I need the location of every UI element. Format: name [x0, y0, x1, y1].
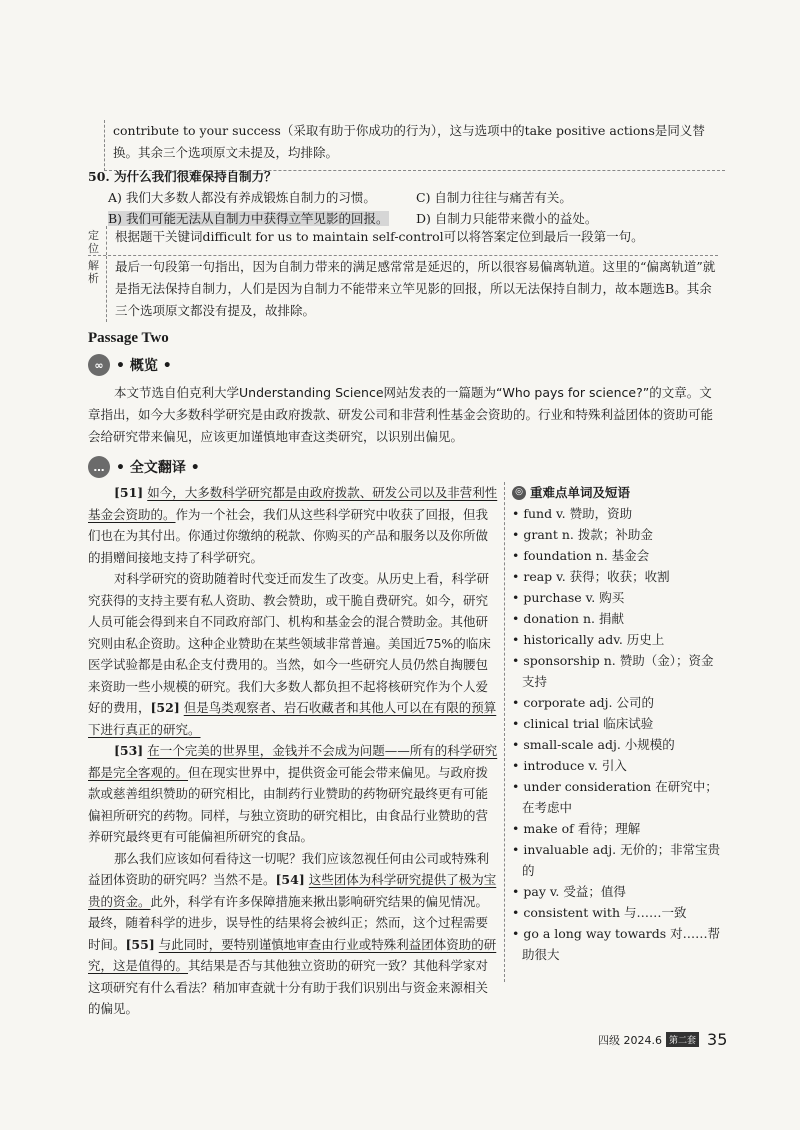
previous-answer-explanation: [104, 120, 725, 171]
option-c: C) 自制力往往与痛苦有关。: [416, 190, 572, 205]
translation-heading-text: • 全文翻译 •: [116, 460, 200, 476]
vocab-item: • clinical trial 临床试验: [512, 713, 722, 734]
analysis-tag: 解析: [88, 259, 99, 285]
vocab-item: • fund v. 赞助，资助: [512, 503, 722, 524]
translation-heading: [88, 456, 200, 478]
vocabulary-panel: [512, 482, 722, 965]
question-50: [88, 166, 718, 229]
column-divider: [504, 482, 505, 982]
speech-bubble-icon: …: [88, 456, 110, 478]
option-d: D) 自制力只能带来微小的益处。: [416, 211, 598, 226]
vocab-item: • grant n. 拨款；补助金: [512, 524, 722, 545]
analysis-row: [88, 256, 718, 322]
vocab-item: • foundation n. 基金会: [512, 545, 722, 566]
edition-badge: 第二套: [666, 1032, 699, 1047]
locate-row: [88, 226, 718, 256]
vocab-item: • reap v. 获得；收获；收割: [512, 566, 722, 587]
vocab-item: • corporate adj. 公司的: [512, 692, 722, 713]
vocab-item: • small-scale adj. 小规模的: [512, 734, 722, 755]
footer-label: 四级 2024.6: [598, 1033, 662, 1047]
page-number: 35: [707, 1030, 728, 1049]
locate-text: 根据题干关键词difficult for us to maintain self-control可以将答案定位到最后一段第一句。: [106, 226, 718, 255]
vocabulary-list: [512, 503, 722, 965]
question-title: 50. 为什么我们很难保持自制力？: [88, 169, 277, 184]
vocab-item: • make of 看待；理解: [512, 818, 722, 839]
vocab-item: • invaluable adj. 无价的；非常宝贵的: [512, 839, 722, 881]
vocab-item: • donation n. 捐献: [512, 608, 722, 629]
target-icon: ◎: [512, 486, 526, 500]
overview-paragraph: 本文节选自伯克利大学Understanding Science网站发表的一篇题为“Who pays for science?”的文章。文章指出，如今大多数科学研究是由政府拨款、研发公司和非营利性基金会资助的。行业和特殊利益团体的资助可能会给研究带来偏见，应该更加谨慎地审查这类研究，以识别出偏见。: [88, 385, 714, 444]
vocab-item: • under consideration 在研究中；在考虑中: [512, 776, 722, 818]
locate-tag: 定位: [88, 229, 99, 255]
overview-heading: [88, 354, 172, 376]
vocab-item: • introduce v. 引入: [512, 755, 722, 776]
page-footer: [598, 1030, 727, 1049]
passage-title: Passage Two: [88, 330, 169, 346]
vocab-item: • go a long way towards 对……帮助很大: [512, 923, 722, 965]
translation-paragraph-3: [53] 在一个完美的世界里，金钱并不会成为问题——所有的科学研究都是完全客观的。但在现实世界中，提供资金可能会带来偏见。与政府拨款或慈善组织赞助的研究相比，由制药行业赞助的药物研究最终更有可能偏袒所研究的药物。同样，与独立资助的研究相比，由食品行业赞助的营养研究最终更有可能偏袒所研究的食品。: [88, 743, 498, 844]
vocab-item: • sponsorship n. 赞助（金）；资金支持: [512, 650, 722, 692]
analysis-text: 最后一句段第一句指出，因为自制力带来的满足感常常是延迟的，所以很容易偏离轨道。这里的“偏离轨道”就是指无法保持自制力，人们是因为自制力不能带来立竿见影的回报，所以无法保持自制力，故本题选B。其余三个选项原文都没有提及，故排除。: [106, 256, 718, 322]
option-b-correct: B) 我们可能无法从自制力中获得立竿见影的回报。: [108, 211, 389, 226]
vocabulary-heading: ◎ 重难点单词及短语: [512, 482, 722, 503]
answer-analysis-box: [88, 226, 718, 322]
vocab-item: • consistent with 与……一致: [512, 902, 722, 923]
previous-explanation-text: contribute to your success（采取有助于你成功的行为），这与选项中的take positive actions是同义替换。其余三个选项原文未提及，均排除。: [113, 123, 705, 160]
vocab-item: • purchase v. 购买: [512, 587, 722, 608]
glasses-icon: ∞: [88, 354, 110, 376]
option-a: A) 我们大多数人都没有养成锻炼自制力的习惯。: [108, 190, 376, 205]
translation-paragraph-2: 对科学研究的资助随着时代变迁而发生了改变。从历史上看，科学研究获得的支持主要有私人资助、教会赞助，或干脆自费研究。如今，研究人员可能会得到来自不同政府部门、机构和基金会的混合赞助金。其他研究则由私企资助。这种企业赞助在某些领域非常普遍。美国近75%的临床医学试验都是由私企支付费用的。当然，如今一些研究人员仍然自掏腰包来资助一些小规模的研究。我们大多数人都负担不起将核研究作为个人爱好的费用，[52] 但是鸟类观察者、岩石收藏者和其他人可以在有限的预算下进行真正的研究。: [88, 571, 497, 737]
translation-paragraph-1: [51] 如今，大多数科学研究都是由政府拨款、研发公司以及非营利性基金会资助的。作为一个社会，我们从这些科学研究中收获了回报，但我们也在为其付出。你通过你缴纳的税款、你购买的产品和服务以及你所做的捐赠间接地支持了科学研究。: [88, 485, 498, 565]
vocab-item: • pay v. 受益；值得: [512, 881, 722, 902]
options-grid: [88, 187, 718, 229]
overview-heading-text: • 概览 •: [116, 358, 172, 374]
full-translation: [88, 482, 498, 1020]
vocab-item: • historically adv. 历史上: [512, 629, 722, 650]
translation-paragraph-4: 那么我们应该如何看待这一切呢？我们应该忽视任何由公司或特殊利益团体资助的研究吗？当然不是。[54] 这些团体为科学研究提供了极为宝贵的资金。此外，科学有许多保障措施来揪出影响研究结果的偏见情况。最终，随着科学的进步，误导性的结果将会被纠正；然而，这个过程需要时间。[55] 与此同时，要特别谨慎地审查由行业或特殊利益团体资助的研究，这是值得的。其结果是否与其他独立资助的研究一致？其他科学家对这项研究有什么看法？稍加审查就十分有助于我们识别出与资金来源相关的偏见。: [88, 850, 497, 1016]
